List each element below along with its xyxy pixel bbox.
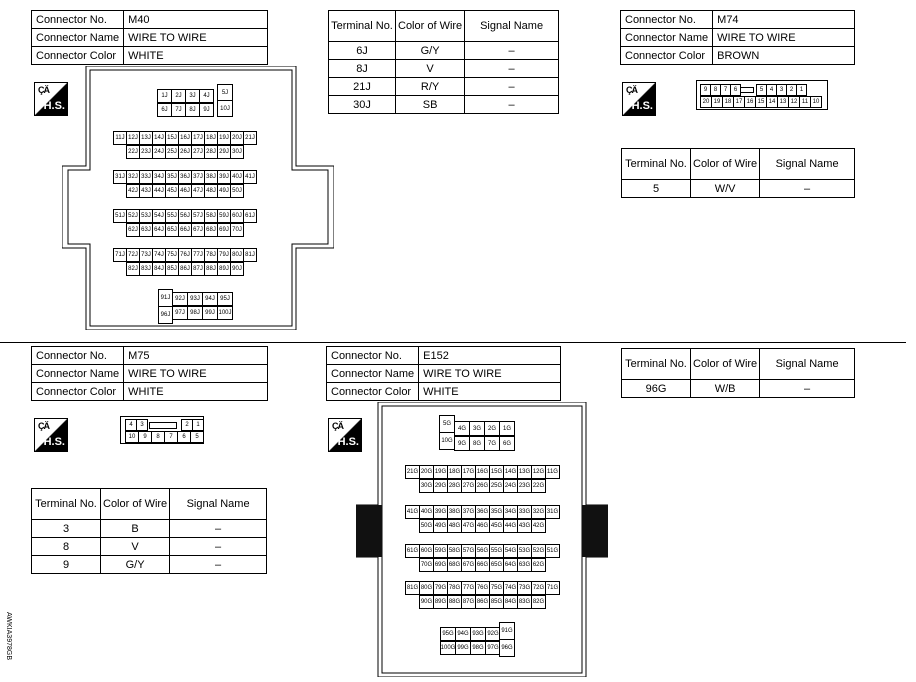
pin-cell: 88G (447, 595, 462, 609)
pin-cell: 2 (181, 419, 193, 431)
pin-cell: 86J (178, 262, 192, 276)
pin-cell: 30J (230, 145, 244, 159)
pin-cell: 9 (700, 84, 711, 96)
pin-cell: 18G (447, 465, 462, 479)
pin-cell: 99G (455, 641, 471, 655)
pin-cell: 57J (191, 209, 205, 223)
pin-cell: 64G (503, 558, 518, 572)
pin-cell: 68G (447, 558, 462, 572)
pin-cell: 64J (152, 223, 166, 237)
pin-cell: 12J (126, 131, 140, 145)
pin-cell: 39G (433, 505, 448, 519)
pin-cell: 86G (475, 595, 490, 609)
e152-connector-no: E152 (419, 347, 561, 365)
pin-cell: 2J (171, 89, 186, 103)
m75-connector-name: WIRE TO WIRE (124, 365, 268, 383)
pin-cell: 68J (204, 223, 218, 237)
pin-cell: 25G (489, 479, 504, 493)
pin-cell: 51J (113, 209, 127, 223)
table-row: 3 B – (32, 520, 267, 538)
pin-cell: 85G (489, 595, 504, 609)
pin-cell: 9 (138, 431, 152, 443)
e152-connector-color: WHITE (419, 383, 561, 401)
pin-cell: 40G (419, 505, 434, 519)
pin-cell: 51G (545, 544, 560, 558)
pin-cell: 2G (484, 421, 500, 436)
pin-cell: 28J (204, 145, 218, 159)
pin-cell: 3 (136, 419, 148, 431)
m75-connector-no: M75 (124, 347, 268, 365)
pin-cell: 20G (419, 465, 434, 479)
pin-cell: 45G (489, 519, 504, 533)
pin-cell: 88J (204, 262, 218, 276)
pin-cell: 53G (517, 544, 532, 558)
pin-cell: 40J (230, 170, 244, 184)
pin-cell: 53J (139, 209, 153, 223)
harness-side-icon: ÇÄ H.S. (622, 82, 656, 116)
signal-name-header: Signal Name (465, 11, 559, 42)
table-row: 96G W/B – (622, 380, 855, 398)
m40-terminal-table (328, 10, 559, 114)
pin-cell: 6 (177, 431, 191, 443)
pin-cell: 6J (157, 103, 172, 117)
pin-cell: 28G (447, 479, 462, 493)
pin-cell: 17G (461, 465, 476, 479)
pin-cell: 70J (230, 223, 244, 237)
pin-cell: 6G (499, 436, 515, 451)
pin-cell: 85J (165, 262, 179, 276)
pin-cell: 66J (178, 223, 192, 237)
table-row: 9 G/Y – (32, 556, 267, 574)
pin-cell: 79G (433, 581, 448, 595)
pin-cell: 18 (722, 96, 734, 108)
pin-cell: 22J (126, 145, 140, 159)
pin-cell: 25J (165, 145, 179, 159)
pin-cell: 57G (461, 544, 476, 558)
pin-cell: 2 (786, 84, 797, 96)
pin-cell: 91J (158, 289, 173, 307)
pin-cell: 82J (126, 262, 140, 276)
pin-cell: 52G (531, 544, 546, 558)
pin-cell: 43G (517, 519, 532, 533)
pin-cell: 27G (461, 479, 476, 493)
pin-cell: 98J (187, 306, 203, 320)
pin-cell: 71G (545, 581, 560, 595)
pin-cell: 52J (126, 209, 140, 223)
pin-cell: 31G (545, 505, 560, 519)
pin-cell: 75G (489, 581, 504, 595)
pin-cell: 81G (405, 581, 420, 595)
pin-cell: 72G (531, 581, 546, 595)
pin-cell: 95G (440, 627, 456, 641)
m75-connector-color: WHITE (124, 383, 268, 401)
pin-key (740, 87, 754, 93)
pin-cell: 83G (517, 595, 532, 609)
pin-cell: 66G (475, 558, 490, 572)
pin-cell: 38G (447, 505, 462, 519)
pin-cell: 62G (531, 558, 546, 572)
pin-cell: 94G (455, 627, 471, 641)
pin-cell: 4 (125, 419, 137, 431)
table-row: 8J V – (329, 60, 559, 78)
pin-cell: 100J (217, 306, 233, 320)
pin-cell: 80J (230, 248, 244, 262)
pin-cell: 65J (165, 223, 179, 237)
pin-cell: 15G (489, 465, 504, 479)
pin-cell: 19 (711, 96, 723, 108)
pin-cell: 69G (433, 558, 448, 572)
pin-cell: 56J (178, 209, 192, 223)
pin-cell: 11J (113, 131, 127, 145)
pin-cell: 18J (204, 131, 218, 145)
pin-cell: 56G (475, 544, 490, 558)
pin-cell: 78G (447, 581, 462, 595)
pin-cell: 4G (454, 421, 470, 436)
table-row: 5 W/V – (622, 180, 855, 198)
pin-cell: 1 (796, 84, 807, 96)
pin-cell: 20J (230, 131, 244, 145)
pin-cell: 77J (191, 248, 205, 262)
pin-cell: 79J (217, 248, 231, 262)
pin-cell: 49J (217, 184, 231, 198)
pin-cell: 58G (447, 544, 462, 558)
pin-cell: 54J (152, 209, 166, 223)
pin-cell: 33G (517, 505, 532, 519)
harness-side-icon: ÇÄ H.S. (34, 418, 68, 452)
pin-cell: 49G (433, 519, 448, 533)
pin-cell: 44J (152, 184, 166, 198)
pin-cell: 16 (744, 96, 756, 108)
pin-cell: 55J (165, 209, 179, 223)
connector-no-label: Connector No. (32, 11, 124, 29)
m74-connector-color: BROWN (713, 47, 855, 65)
pin-cell: 60J (230, 209, 244, 223)
pin-cell: 89J (217, 262, 231, 276)
pin-cell: 1G (499, 421, 515, 436)
pin-cell: 5G (439, 415, 455, 433)
m74-connector-name: WIRE TO WIRE (713, 29, 855, 47)
pin-cell: 29G (433, 479, 448, 493)
pin-cell: 41J (243, 170, 257, 184)
e152-connector-name: WIRE TO WIRE (419, 365, 561, 383)
pin-cell: 20 (700, 96, 712, 108)
pin-cell: 95J (217, 292, 233, 306)
pin-cell: 90J (230, 262, 244, 276)
pin-cell: 23G (517, 479, 532, 493)
pin-cell: 71J (113, 248, 127, 262)
pin-cell: 5 (756, 84, 767, 96)
pin-cell: 84J (152, 262, 166, 276)
pin-cell: 36G (475, 505, 490, 519)
pin-cell: 37J (191, 170, 205, 184)
pin-cell: 14 (766, 96, 778, 108)
pin-cell: 67J (191, 223, 205, 237)
hs-label: H.S. (43, 100, 65, 112)
m40-connector-color: WHITE (124, 47, 268, 65)
pin-cell: 33J (139, 170, 153, 184)
pin-cell: 21G (405, 465, 420, 479)
m40-connector-info (31, 10, 268, 65)
color-of-wire-header: Color of Wire (396, 11, 465, 42)
pin-cell: 32G (531, 505, 546, 519)
pin-cell: 26G (475, 479, 490, 493)
pin-cell: 7 (720, 84, 731, 96)
pin-cell: 42G (531, 519, 546, 533)
pin-cell: 35G (489, 505, 504, 519)
pin-cell: 7 (164, 431, 178, 443)
pin-cell: 60G (419, 544, 434, 558)
pin-cell: 8G (469, 436, 485, 451)
pin-cell: 9J (199, 103, 214, 117)
pin-cell: 80G (419, 581, 434, 595)
pin-cell: 9G (454, 436, 470, 451)
pin-cell: 63J (139, 223, 153, 237)
pin-cell: 75J (165, 248, 179, 262)
pin-cell: 92G (485, 627, 501, 641)
pin-cell: 14J (152, 131, 166, 145)
pin-cell: 37G (461, 505, 476, 519)
pin-cell: 12G (531, 465, 546, 479)
pin-cell: 83J (139, 262, 153, 276)
pin-cell: 6 (730, 84, 741, 96)
harness-side-icon: ÇÄ H.S. (34, 82, 68, 116)
table-row: 8 V – (32, 538, 267, 556)
pin-cell: 8J (185, 103, 200, 117)
pin-cell: 73J (139, 248, 153, 262)
pin-cell: 100G (440, 641, 456, 655)
pin-cell: 97G (485, 641, 501, 655)
pin-cell: 84G (503, 595, 518, 609)
pin-cell: 62J (126, 223, 140, 237)
connector-color-label: Connector Color (32, 47, 124, 65)
pin-cell: 77G (461, 581, 476, 595)
pin-cell: 74G (503, 581, 518, 595)
m40-connector-no: M40 (124, 11, 268, 29)
pin-cell: 8 (151, 431, 165, 443)
pin-cell: 96J (158, 306, 173, 324)
pin-cell: 17 (733, 96, 745, 108)
pin-cell: 87G (461, 595, 476, 609)
pin-cell: 7G (484, 436, 500, 451)
pin-cell: 43J (139, 184, 153, 198)
pin-cell: 7J (171, 103, 186, 117)
pin-cell: 21J (243, 131, 257, 145)
pin-cell: 63G (517, 558, 532, 572)
pin-cell: 36J (178, 170, 192, 184)
pin-cell: 26J (178, 145, 192, 159)
harness-side-icon: ÇÄ H.S. (328, 418, 362, 452)
pin-cell: 22G (531, 479, 546, 493)
pin-cell: 69J (217, 223, 231, 237)
pin-cell: 50J (230, 184, 244, 198)
pin-cell: 87J (191, 262, 205, 276)
pin-cell: 97J (172, 306, 188, 320)
pin-cell: 72J (126, 248, 140, 262)
pin-cell: 30G (419, 479, 434, 493)
table-row: 6J G/Y – (329, 42, 559, 60)
pin-cell: 89G (433, 595, 448, 609)
pin-cell: 46G (475, 519, 490, 533)
pin-cell: 34G (503, 505, 518, 519)
pin-cell: 70G (419, 558, 434, 572)
pin-cell: 1J (157, 89, 172, 103)
pin-cell: 93G (470, 627, 486, 641)
section-divider (0, 342, 906, 343)
pin-cell: 55G (489, 544, 504, 558)
pin-cell: 3J (185, 89, 200, 103)
pin-cell: 15J (165, 131, 179, 145)
pin-cell: 76G (475, 581, 490, 595)
pin-cell: 92J (172, 292, 188, 306)
e152-terminal-table: Terminal No. Color of Wire Signal Name 96G W/B – (621, 348, 855, 398)
pin-cell: 5 (190, 431, 204, 443)
pin-cell: 34J (152, 170, 166, 184)
pin-cell: 19J (217, 131, 231, 145)
pin-cell: 48G (447, 519, 462, 533)
pin-cell: 44G (503, 519, 518, 533)
pin-cell: 99J (202, 306, 218, 320)
pin-cell: 93J (187, 292, 203, 306)
pin-cell: 50G (419, 519, 434, 533)
pin-cell: 4J (199, 89, 214, 103)
pin-cell: 13G (517, 465, 532, 479)
pin-cell: 24G (503, 479, 518, 493)
pin-cell: 48J (204, 184, 218, 198)
pin-cell: 8 (710, 84, 721, 96)
pin-cell: 13J (139, 131, 153, 145)
pin-cell: 41G (405, 505, 420, 519)
pin-cell: 42J (126, 184, 140, 198)
pin-cell: 39J (217, 170, 231, 184)
e152-connector-info: Connector No. E152 Connector Name WIRE TO WIRE Connector Color WHITE (326, 346, 561, 401)
m74-terminal-table: Terminal No. Color of Wire Signal Name 5 W/V – (621, 148, 855, 198)
pin-cell: 14G (503, 465, 518, 479)
pin-cell: 32J (126, 170, 140, 184)
pin-cell: 10J (217, 100, 233, 117)
pin-cell: 73G (517, 581, 532, 595)
pin-cell: 61G (405, 544, 420, 558)
pin-cell: 81J (243, 248, 257, 262)
pin-cell: 38J (204, 170, 218, 184)
pin-cell: 45J (165, 184, 179, 198)
pin-cell: 16J (178, 131, 192, 145)
pin-cell: 3 (776, 84, 787, 96)
m40-connector-name: WIRE TO WIRE (124, 29, 268, 47)
pin-cell: 47J (191, 184, 205, 198)
pin-cell: 24J (152, 145, 166, 159)
connector-name-label: Connector Name (32, 29, 124, 47)
pin-cell: 91G (499, 622, 515, 640)
pin-cell: 4 (766, 84, 777, 96)
pin-cell: 59G (433, 544, 448, 558)
m74-connector-info: Connector No. M74 Connector Name WIRE TO WIRE Connector Color BROWN (620, 10, 855, 65)
pin-cell: 65G (489, 558, 504, 572)
pin-cell: 29J (217, 145, 231, 159)
pin-cell: 10G (439, 432, 455, 450)
pin-cell: 19G (433, 465, 448, 479)
pin-cell: 74J (152, 248, 166, 262)
pin-cell: 82G (531, 595, 546, 609)
pin-cell: 23J (139, 145, 153, 159)
pin-cell: 11G (545, 465, 560, 479)
pin-cell: 54G (503, 544, 518, 558)
pin-cell: 12 (788, 96, 800, 108)
m75-connector-info: Connector No. M75 Connector Name WIRE TO WIRE Connector Color WHITE (31, 346, 268, 401)
pin-cell: 47G (461, 519, 476, 533)
pin-cell: 11 (799, 96, 811, 108)
pin-cell: 46J (178, 184, 192, 198)
pin-cell: 3G (469, 421, 485, 436)
pin-cell: 59J (217, 209, 231, 223)
pin-cell: 98G (470, 641, 486, 655)
table-row: 21J R/Y – (329, 78, 559, 96)
pin-cell: 61J (243, 209, 257, 223)
terminal-no-header: Terminal No. (329, 11, 396, 42)
m74-connector-no: M74 (713, 11, 855, 29)
pin-cell: 13 (777, 96, 789, 108)
m75-terminal-table: Terminal No. Color of Wire Signal Name 3 B – 8 V – 9 G/Y – (31, 488, 267, 574)
pin-cell: 76J (178, 248, 192, 262)
pin-cell: 10 (810, 96, 822, 108)
table-row: 30J SB – (329, 96, 559, 114)
pin-cell: 15 (755, 96, 767, 108)
pin-cell: 31J (113, 170, 127, 184)
pin-cell: 1 (192, 419, 204, 431)
pin-cell: 94J (202, 292, 218, 306)
pin-cell: 5J (217, 84, 233, 101)
figure-code: AWKIA3978GB (5, 612, 12, 660)
pin-cell: 17J (191, 131, 205, 145)
pin-cell: 78J (204, 248, 218, 262)
pin-cell: 27J (191, 145, 205, 159)
pin-cell: 58J (204, 209, 218, 223)
pin-cell: 35J (165, 170, 179, 184)
pin-cell: 96G (499, 639, 515, 657)
pin-cell: 90G (419, 595, 434, 609)
pin-cell: 10 (125, 431, 139, 443)
pin-cell: 16G (475, 465, 490, 479)
pin-cell: 67G (461, 558, 476, 572)
pin-key (149, 422, 177, 429)
